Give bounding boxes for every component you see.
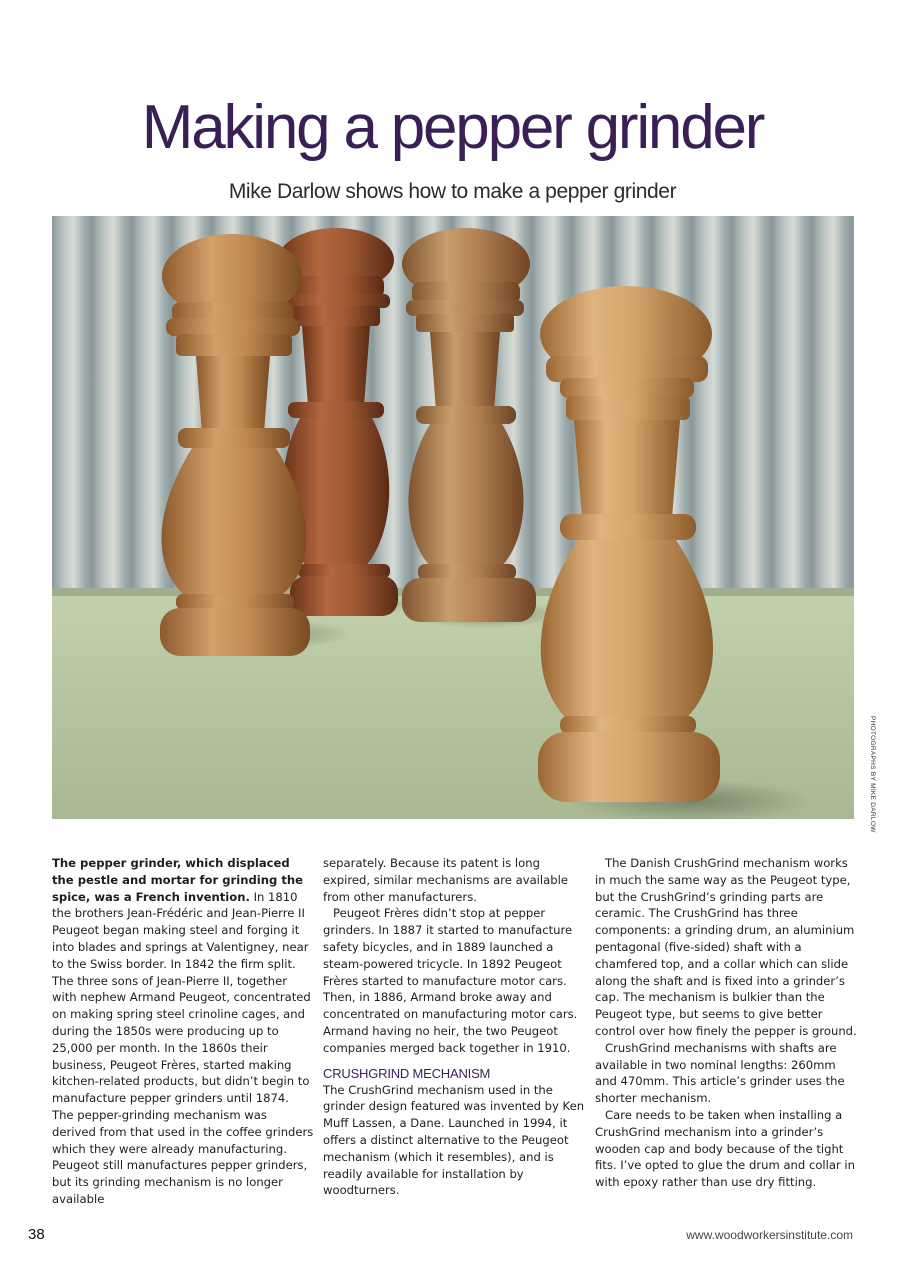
paragraph: separately. Because its patent is long expired, similar mechanisms are available from other manufacturers. xyxy=(323,856,568,904)
body-column-1 xyxy=(52,855,314,1208)
body-column-2 xyxy=(323,855,585,1199)
body-text: In 1810 the brothers Jean-Frédéric and Jean-Pierre II Peugeot began making steel and forging it into blades and springs at Valentigney, near to the Swiss border. In 1842 the firm split. The three sons of Jean-Pierre II, together with nephew Armand Peugeot, concentrated on making spring steel crinoline cages, and during the 1850s were producing up to 25,000 per month. In the 1860s their business, Peugeot Frères, started making kitchen-related products, but didn’t begin to manufacture pepper grinders until 1874. The pepper-grinding mechanism was derived from that used in the coffee grinders which they were already manufacturing. Peugeot still manufactures pepper grinders, but its grinding mechanism is no longer available xyxy=(52,889,314,1206)
paragraph: The CrushGrind mechanism used in the grinder design featured was invented by Ken Muff Lassen, a Dane. Launched in 1994, it offers a distinct alternative to the Peugeot mechanism (which it resembles), and is readily available for installation by woodturners. xyxy=(323,1082,585,1198)
paragraph: Care needs to be taken when installing a CrushGrind mechanism into a grinder’s wooden cap and body because of the tight fits. I’ve opted to glue the drum and collar in with epoxy rather than use dry fitting. xyxy=(595,1107,855,1190)
lead-text: The pepper grinder, which displaced the pestle and mortar for grinding the spice, was a French invention. xyxy=(52,856,303,904)
article-title: Making a pepper grinder xyxy=(141,93,764,162)
photo-credit: PHOTOGRAPHS BY MIKE DARLOW xyxy=(869,716,876,833)
section-heading: CRUSHGRIND MECHANISM xyxy=(323,1065,491,1081)
pepper-grinders-photo xyxy=(52,216,854,819)
page-number: 38 xyxy=(28,1226,45,1243)
article-subtitle: Mike Darlow shows how to make a pepper grinder xyxy=(228,180,677,203)
paragraph: Peugeot Frères didn’t stop at pepper grinders. In 1887 it started to manufacture safety bicycles, and in 1889 launched a steam-powered tricycle. In 1892 Peugeot Frères started to manufacture motor cars. Then, in 1886, Armand broke away and concentrated on manufacturing motor cars. Armand having no heir, the two Peugeot companies merged back together in 1910. xyxy=(323,906,578,1055)
body-column-3 xyxy=(595,855,857,1191)
paragraph: The Danish CrushGrind mechanism works in much the same way as the Peugeot type, but the CrushGrind’s grinding parts are ceramic. The CrushGrind has three components: a grinding drum, an aluminium pentagonal (five-sided) shaft with a chamfered top, and a collar which can slide along the shaft and is fixed into a grinder’s cap. The mechanism is bulkier than the Peugeot type, but seems to give better control over how finely the pepper is ground. xyxy=(595,856,857,1038)
website-url[interactable]: www.woodworkersinstitute.com xyxy=(686,1228,853,1242)
paragraph: CrushGrind mechanisms with shafts are available in two nominal lengths: 260mm and 470mm. This article’s grinder uses the shorter mechanism. xyxy=(595,1040,845,1106)
